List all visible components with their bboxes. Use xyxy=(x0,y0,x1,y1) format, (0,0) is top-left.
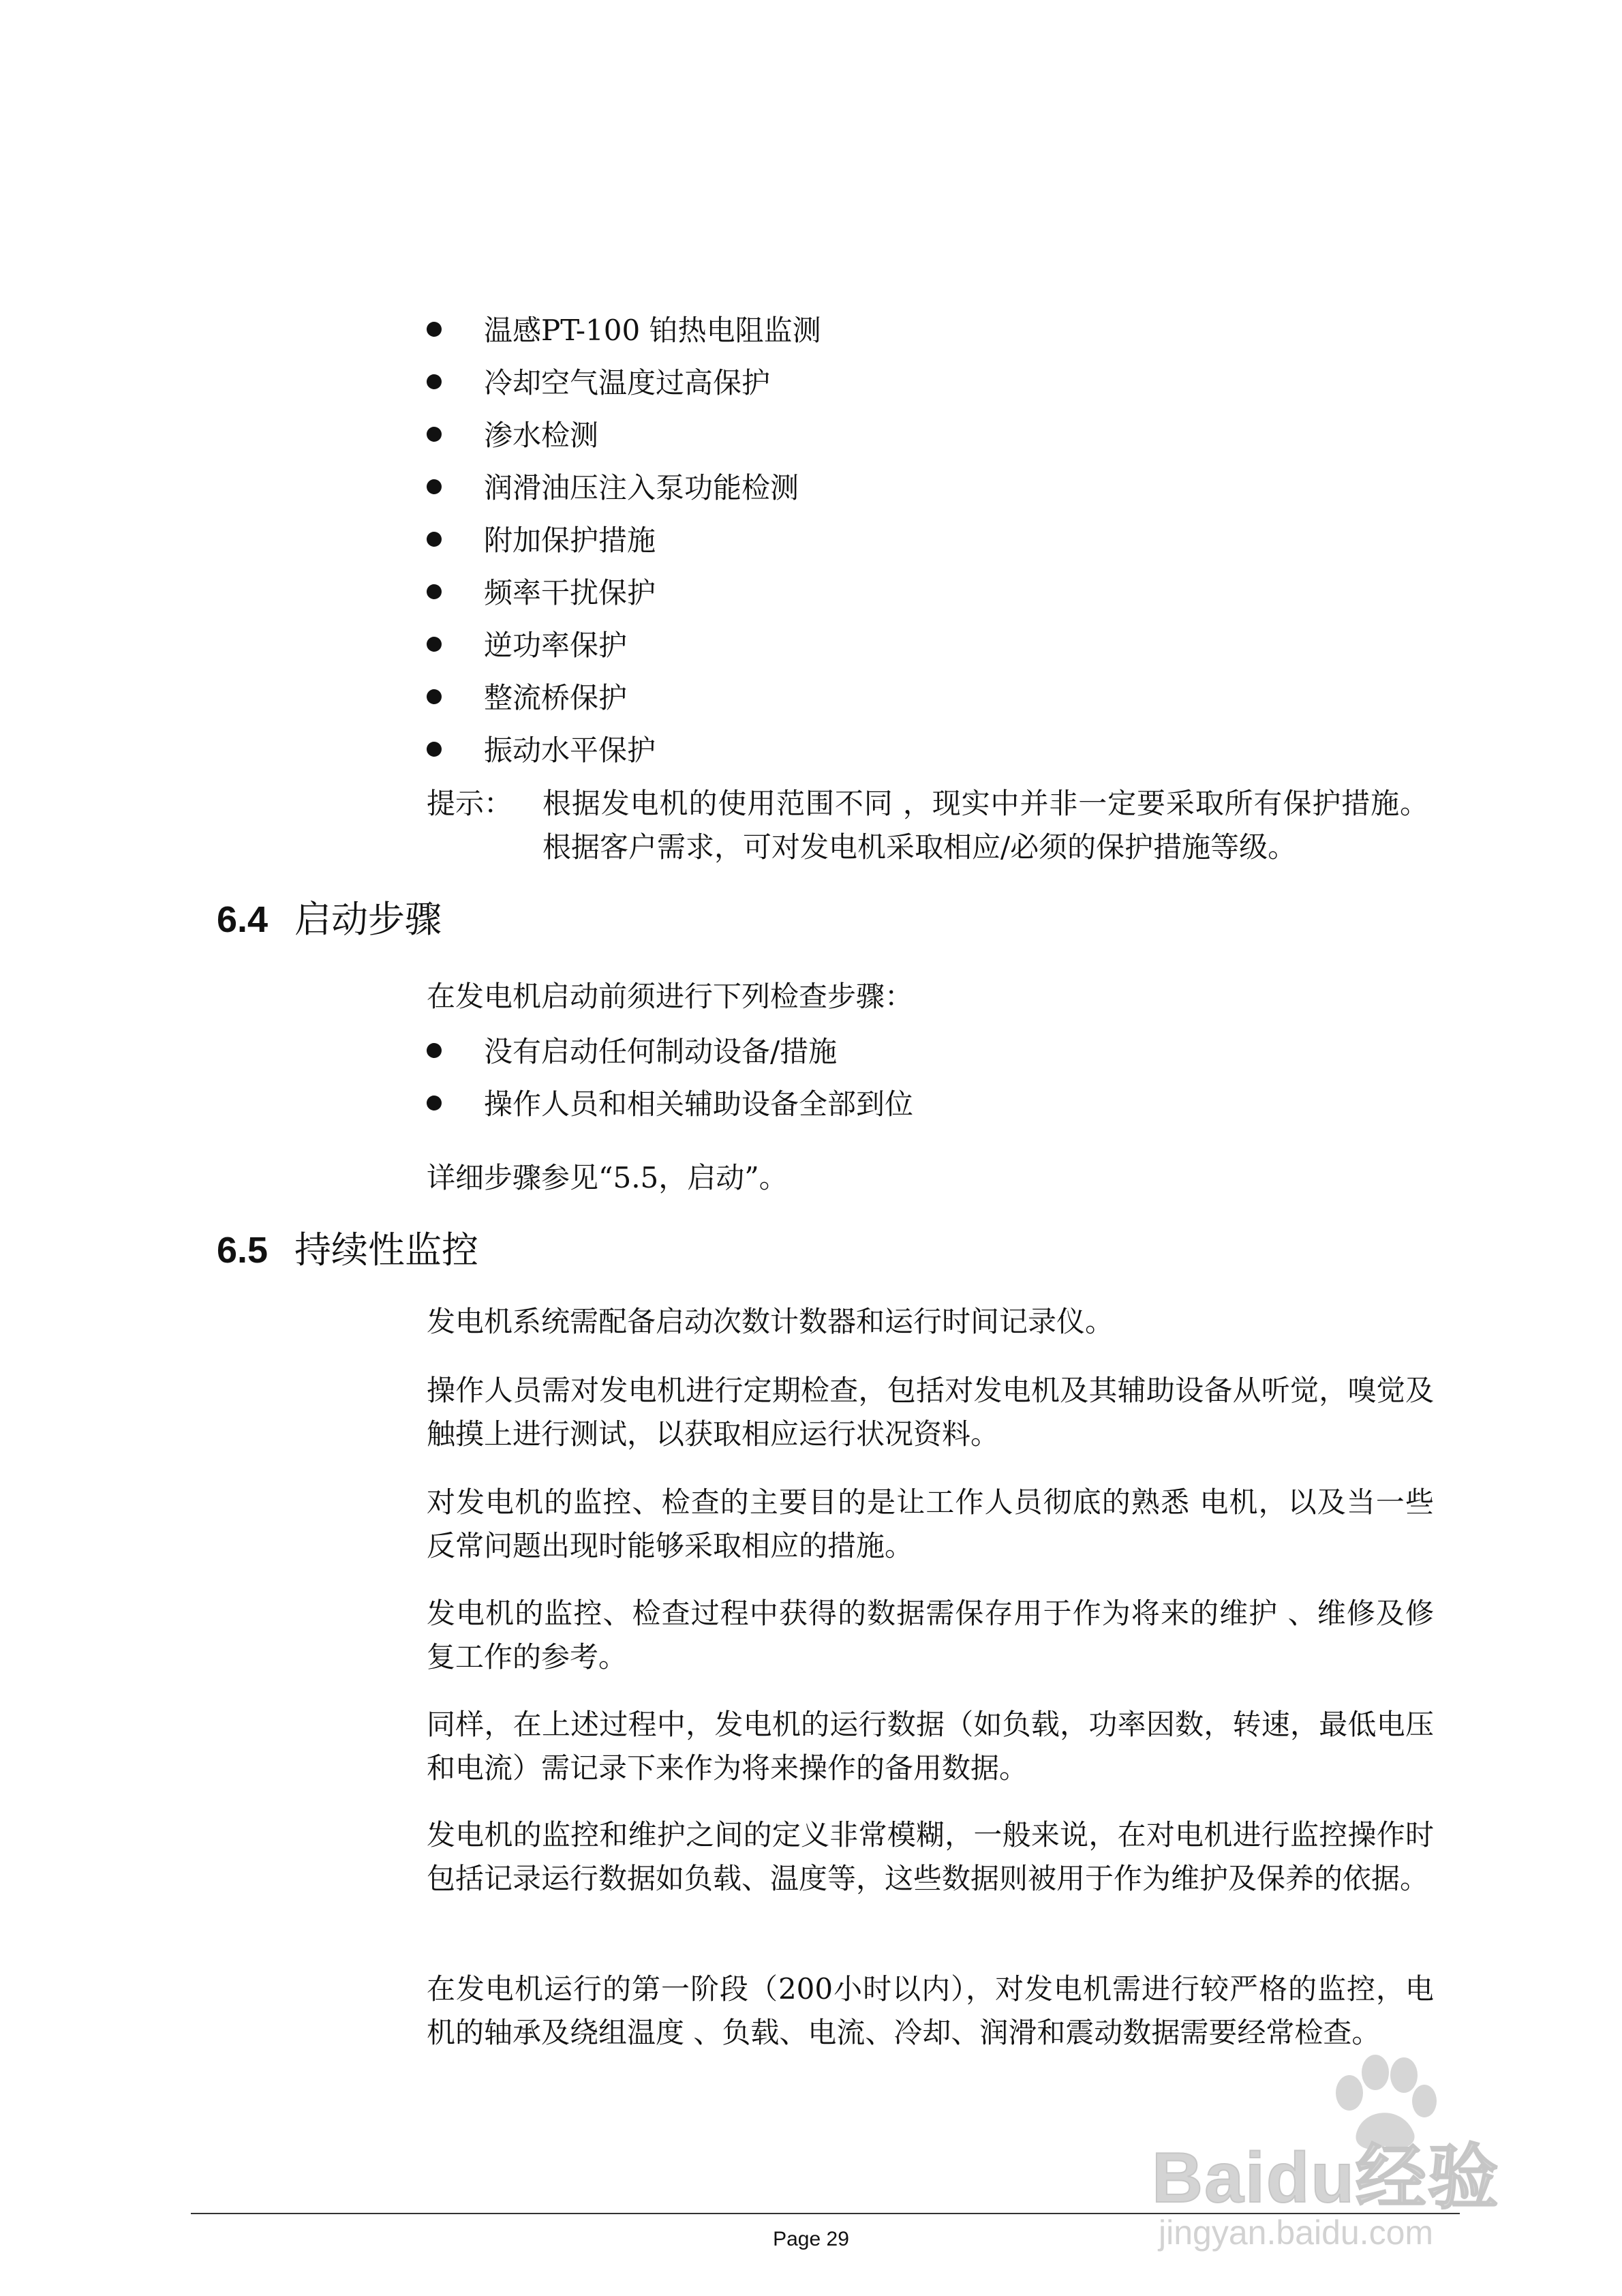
section-number: 6.4 xyxy=(217,899,269,940)
protection-list xyxy=(423,304,821,776)
section-title: 持续性监控 xyxy=(294,1230,478,1271)
startup-intro: 在发电机启动前须进行下列检查步骤： xyxy=(427,980,914,1013)
monitoring-paragraph: 同样，在上述过程中，发电机的运行数据（如负载，功率因数，转速，最低电压和电流）需记录下来作为将来操作的备用数据。 xyxy=(427,1708,1434,1785)
baidu-watermark xyxy=(1152,2052,1533,2277)
bullet-icon xyxy=(427,584,442,599)
list-item: 整流桥保护 xyxy=(423,671,821,724)
note-block xyxy=(427,782,1428,869)
list-item: 冷却空气温度过高保护 xyxy=(423,357,821,409)
page-number: Page 29 xyxy=(773,2228,849,2250)
list-item: 操作人员和相关辅助设备全部到位 xyxy=(423,1078,913,1130)
bullet-icon xyxy=(427,532,442,547)
section-title: 启动步骤 xyxy=(294,899,442,940)
note-label: 提示： xyxy=(427,787,513,820)
startup-checklist xyxy=(423,1025,913,1130)
watermark-brand: Baidu经验 xyxy=(1152,2139,1500,2218)
list-item: 频率干扰保护 xyxy=(423,567,821,619)
bullet-icon xyxy=(427,689,442,704)
watermark-url: jingyan.baidu.com xyxy=(1159,2214,1434,2252)
bullet-icon xyxy=(427,742,442,757)
bullet-icon xyxy=(427,637,442,652)
section-6-5-heading xyxy=(217,1221,478,1273)
list-item: 润滑油压注入泵功能检测 xyxy=(423,462,821,514)
monitoring-paragraph: 对发电机的监控、检查的主要目的是让工作人员彻底的熟悉 电机，以及当一些反常问题出现时能够采取相应的措施。 xyxy=(427,1485,1434,1562)
list-item: 逆功率保护 xyxy=(423,619,821,671)
list-item: 温感PT-100 铂热电阻监测 xyxy=(423,304,821,357)
monitoring-paragraph: 发电机系统需配备启动次数计数器和运行时间记录仪。 xyxy=(427,1305,1114,1338)
bullet-icon xyxy=(427,479,442,494)
section-number: 6.5 xyxy=(217,1230,269,1271)
section-6-4-heading xyxy=(217,890,442,943)
list-item: 附加保护措施 xyxy=(423,514,821,567)
bullet-icon xyxy=(427,322,442,337)
startup-detail: 详细步骤参见“5.5，启动”。 xyxy=(427,1161,788,1194)
list-item: 渗水检测 xyxy=(423,409,821,462)
monitoring-paragraph: 发电机的监控和维护之间的定义非常模糊，一般来说，在对电机进行监控操作时包括记录运行数据如负载、温度等，这些数据则被用于作为维护及保养的依据。 xyxy=(427,1818,1434,1895)
bullet-icon xyxy=(427,1043,442,1058)
bullet-icon xyxy=(427,374,442,389)
note-text: 根据发电机的使用范围不同 ，现实中并非一定要采取所有保护措施。根据客户需求，可对发电机采取相应/必须的保护措施等级。 xyxy=(542,787,1428,864)
list-item: 振动水平保护 xyxy=(423,724,821,776)
bullet-icon xyxy=(427,1096,442,1111)
monitoring-paragraph: 操作人员需对发电机进行定期检查，包括对发电机及其辅助设备从听觉，嗅觉及触摸上进行测试，以获取相应运行状况资料。 xyxy=(427,1374,1434,1451)
list-item: 没有启动任何制动设备/措施 xyxy=(423,1025,913,1078)
monitoring-paragraph: 在发电机运行的第一阶段（200小时以内），对发电机需进行较严格的监控，电机的轴承及绕组温度 、负载、电流、冷却、润滑和震动数据需要经常检查。 xyxy=(427,1972,1434,2049)
monitoring-paragraph: 发电机的监控、检查过程中获得的数据需保存用于作为将来的维护 、维修及修复工作的参考。 xyxy=(427,1597,1434,1674)
bullet-icon xyxy=(427,427,442,442)
